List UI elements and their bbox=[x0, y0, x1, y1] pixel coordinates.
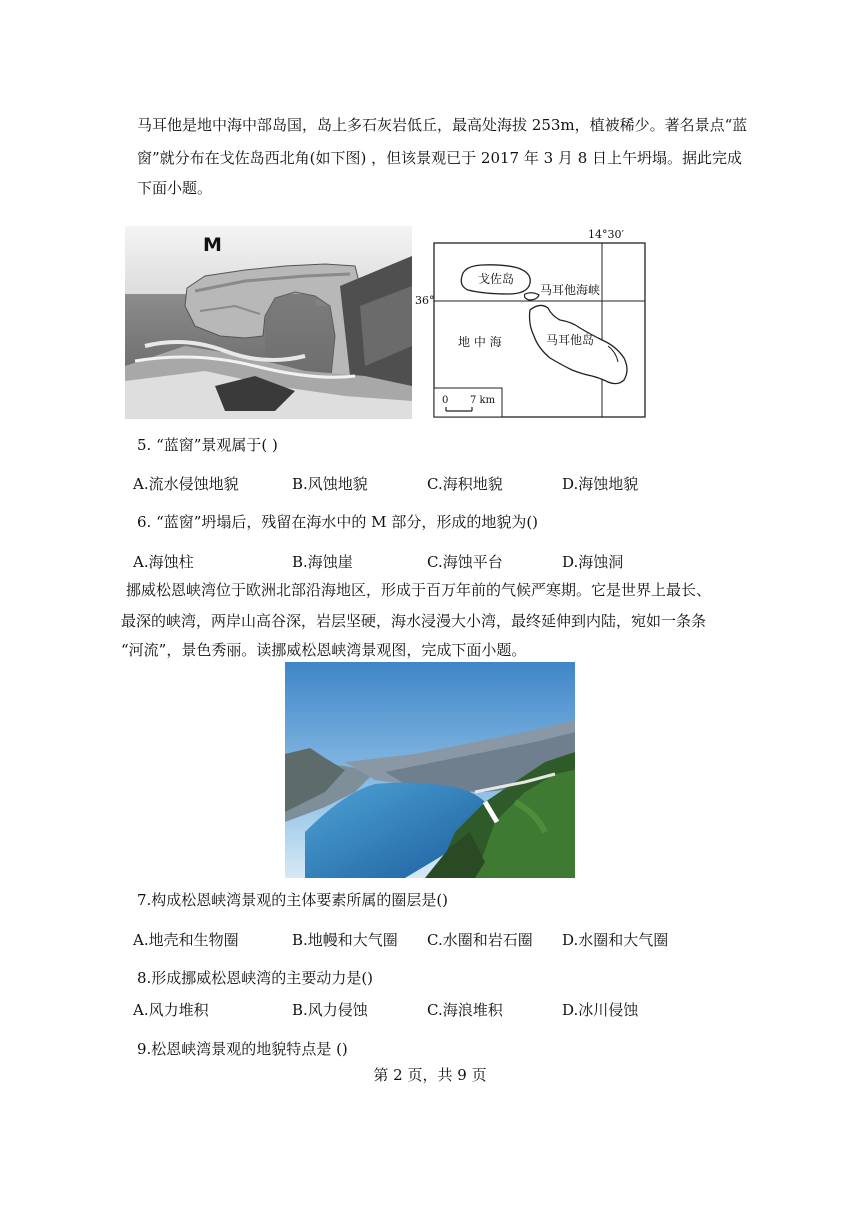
q9-stem: 9.松恩峡湾景观的地貌特点是 () bbox=[137, 1040, 348, 1058]
q7-option-d: D.水圈和大气圈 bbox=[562, 931, 669, 949]
intro1-line3: 下面小题。 bbox=[137, 179, 213, 197]
intro2-line2: 最深的峡湾，两岸山高谷深，岩层坚硬，海水浸漫大小湾，最终延伸到内陆，宛如一条条 bbox=[121, 612, 707, 630]
map-scale-zero: 0 bbox=[442, 395, 449, 406]
map-label-malta: 马耳他岛 bbox=[546, 333, 595, 347]
photo-label-m: M bbox=[203, 234, 222, 256]
intro2-line3: “河流”，景色秀丽。读挪威松恩峡湾景观图，完成下面小题。 bbox=[121, 641, 527, 659]
malta-map bbox=[412, 228, 652, 422]
q5-stem: 5. “蓝窗”景观属于( ) bbox=[137, 436, 278, 454]
q6-stem: 6. “蓝窗”坍塌后，残留在海水中的 M 部分，形成的地貌为() bbox=[137, 513, 539, 531]
q5-option-d: D.海蚀地貌 bbox=[562, 475, 639, 493]
map-longitude-label: 14°30′ bbox=[588, 228, 624, 241]
intro2-line1: 挪威松恩峡湾位于欧洲北部沿海地区，形成于百万年前的气候严寒期。它是世界上最长、 bbox=[126, 581, 712, 599]
q7-option-c: C.水圈和岩石圈 bbox=[427, 931, 533, 949]
q5-option-c: C.海积地貌 bbox=[427, 475, 503, 493]
map-latitude-label: 36° bbox=[415, 294, 435, 307]
map-label-strait: 马耳他海峡 bbox=[540, 283, 601, 297]
intro1-line2: 窗”就分布在戈佐岛西北角(如下图) ，但该景观已于 2017 年 3 月 8 日上午坍塌。据此完成 bbox=[137, 149, 743, 167]
q8-option-b: B.风力侵蚀 bbox=[292, 1001, 368, 1019]
map-scale-value: 7 km bbox=[470, 395, 496, 406]
blue-window-photo bbox=[125, 226, 412, 419]
q5-option-b: B.风蚀地貌 bbox=[292, 475, 368, 493]
q7-option-b: B.地幔和大气圈 bbox=[292, 931, 398, 949]
q5-option-a: A.流水侵蚀地貌 bbox=[133, 475, 239, 493]
map-label-sea: 地 中 海 bbox=[458, 335, 502, 349]
q7-option-a: A.地壳和生物圈 bbox=[133, 931, 239, 949]
q6-option-d: D.海蚀洞 bbox=[562, 553, 624, 571]
q6-option-b: B.海蚀崖 bbox=[292, 553, 353, 571]
page-footer: 第 2 页，共 9 页 bbox=[373, 1066, 487, 1084]
q7-stem: 7.构成松恩峡湾景观的主体要素所属的圈层是() bbox=[137, 891, 449, 909]
q8-option-c: C.海浪堆积 bbox=[427, 1001, 503, 1019]
intro1-line1: 马耳他是地中海中部岛国，岛上多石灰岩低丘，最高处海拔 253m，植被稀少。著名景点“蓝 bbox=[137, 116, 748, 134]
q8-option-a: A.风力堆积 bbox=[133, 1001, 209, 1019]
q6-option-c: C.海蚀平台 bbox=[427, 553, 503, 571]
map-label-gozo: 戈佐岛 bbox=[478, 272, 515, 286]
q6-option-a: A.海蚀柱 bbox=[133, 553, 194, 571]
sognefjord-photo bbox=[285, 662, 575, 878]
q8-option-d: D.冰川侵蚀 bbox=[562, 1001, 639, 1019]
q8-stem: 8.形成挪威松恩峡湾的主要动力是() bbox=[137, 969, 374, 987]
